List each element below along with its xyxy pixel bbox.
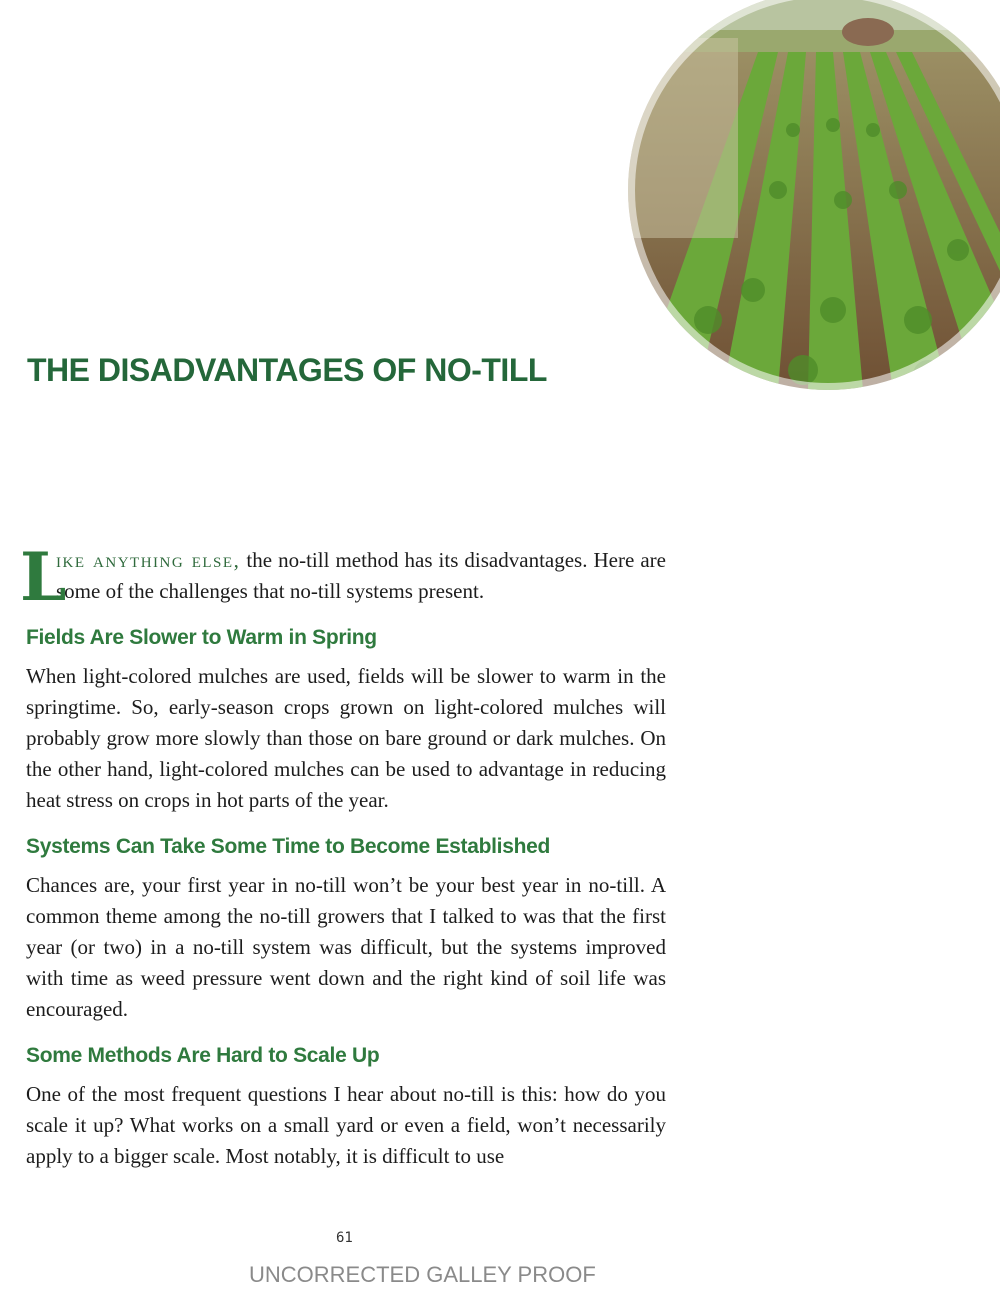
intro-smallcaps: ike anything else, xyxy=(56,548,241,572)
section-heading: Systems Can Take Some Time to Become Established xyxy=(26,835,551,858)
body-text xyxy=(20,538,666,1172)
page-number: 61 xyxy=(336,1230,353,1246)
galley-proof-watermark: UNCORRECTED GALLEY PROOF xyxy=(249,1262,596,1287)
section-heading: Fields Are Slower to Warm in Spring xyxy=(26,626,377,649)
field-photo xyxy=(628,0,1000,390)
section-body: Chances are, your first year in no-till won’t be your best year in no-till. A common theme among the no-till growers that I talked to was that the first year (or two) in a no-till system was difficult, but the systems improved with time as weed pressure went down and the right kind of soil life was encouraged. xyxy=(26,873,666,1021)
drop-cap: L xyxy=(20,538,67,616)
section-body: When light-colored mulches are used, fields will be slower to warm in the springtime. So, early-season crops grown on light-colored mulches will probably grow more slowly than those on bare ground or dark mulches. On the other hand, light-colored mulches can be used to advantage in reducing heat stress on crops in hot parts of the year. xyxy=(26,664,666,812)
chapter-title: THE DISADVANTAGES OF NO-TILL xyxy=(27,352,547,388)
section-body: One of the most frequent questions I hear about no-till is this: how do you scale it up? What works on a small yard or even a field, won’t necessarily apply to a bigger scale. Most notably, it is difficult to use xyxy=(26,1082,666,1168)
intro-text: the no-till method has its disadvantages. Here are some of the challenges that no-till systems present. xyxy=(56,548,666,603)
section-heading: Some Methods Are Hard to Scale Up xyxy=(26,1044,380,1067)
intro-paragraph xyxy=(20,538,666,616)
